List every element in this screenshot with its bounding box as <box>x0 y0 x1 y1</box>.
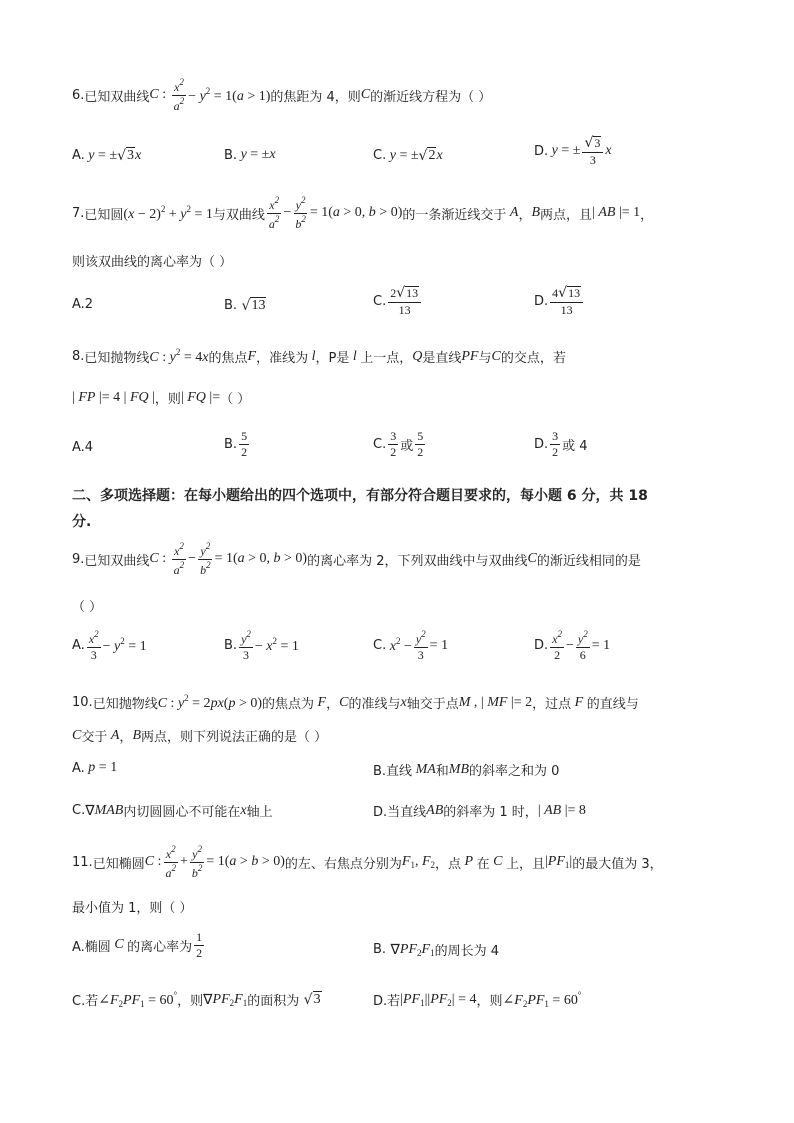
q9-option-c: C. $x^2$ − $\frac{y^2}{3}$ = 1 <box>373 629 449 662</box>
q6-number: 6. <box>72 87 85 103</box>
q8-option-a: A.4 <box>72 440 94 455</box>
q7-option-d: D. $\frac{4√13}{13}$ <box>534 286 585 316</box>
q10-stem: 10. 已知抛物线 C : $y^2 = 2px(p > 0)$ 的焦点为 F ， C 的准线与 x 轴交于点 M , | MF |= 2 ，过点 F 的直线与 <box>72 693 639 712</box>
q9-option-d: D. $\frac{x^2}{2}$ − $\frac{y^2}{6}$ = 1 <box>534 629 611 662</box>
q11-option-b: B. ∇ $PF_2F_1$ 的周长为 4 <box>373 941 499 959</box>
q11-line2: 最小值为 1，则（ ） <box>72 901 193 916</box>
q8-line2: | FP |= 4 | FQ | ，则 | FQ |= （ ） <box>72 389 251 407</box>
q11-option-c: C.若 $\angle F_2PF_1 = 60^\circ$ ，则 ∇ $PF_2F_1$ 的面积为 √ 3 <box>72 990 321 1009</box>
q7-option-b: B. √ 13 <box>224 297 266 314</box>
q6-option-b: B. y = ±x <box>224 147 276 163</box>
q10-line2: C 交于 A ， B 两点，则下列说法正确的是（ ） <box>72 727 328 745</box>
q6-stem-post2: 的渐近线方程为（ ） <box>370 89 492 105</box>
section-2-heading-cont: 分. <box>72 514 92 530</box>
q7-option-a: A.2 <box>72 297 94 312</box>
q8-option-b: B. $\frac{5}{2}$ <box>224 429 248 459</box>
q6-stem-pre: 已知双曲线 <box>84 89 150 105</box>
q11-stem: 11. 已知椭圆 C : $\frac{x^2}{a^2}$ + $\frac{y^2}{b^2}$ = 1(a > b > 0) 的左、右焦点分别为 $F_1$, $F_2$ ，点 P 在 C 上，且 $|PF_1|$ 的最大值为 3， <box>72 844 663 880</box>
q10-option-d: D.当直线 AB 的斜率为 1 时， | AB |= 8 <box>373 802 586 820</box>
q10-number: 10. <box>72 695 93 710</box>
section-2-heading: 二、多项选择题：在每小题给出的四个选项中，有部分符合题目要求的，每小题 6 分，共 18 <box>72 488 648 504</box>
q7-line2: 则该双曲线的离心率为（ ） <box>72 255 233 270</box>
q9-line2: （ ） <box>72 600 103 615</box>
q10-option-a: A. p = 1 <box>72 760 118 776</box>
q6-stem-post: 的焦距为 4，则 <box>270 89 361 105</box>
q9-option-b: B. $\frac{y^2}{3}$ − $x^2 = 1$ <box>224 629 299 662</box>
q6-option-a: A. y = ± √ 3 x <box>72 147 142 164</box>
q6-stem: 6. 已知双曲线 C : $\frac{x^2}{a^2}$ − $y^2 = 1(a > 1)$ 的焦距为 4，则 C 的渐近线方程为（ ） <box>72 77 492 113</box>
q6-frac: $\frac{x^2}{a^2}$ <box>173 77 185 113</box>
q7-number: 7. <box>72 205 85 221</box>
q8-option-c: C. $\frac{3}{2}$ 或 $\frac{5}{2}$ <box>373 429 424 459</box>
q10-option-b: B.直线 MA 和 MB 的斜率之和为 0 <box>373 761 560 779</box>
q9-option-a: A. $\frac{x^2}{3}$ − $y^2 = 1$ <box>72 629 147 662</box>
q6-option-c: C. y = ± √ 2 x <box>373 147 443 164</box>
q8-stem: 8. 已知抛物线 C : $y^2 = 4x$ 的焦点 F ，准线为 l ，P是 l 上一点， Q 是直线 PF 与 C 的交点，若 <box>72 347 566 366</box>
q7-option-c: C. $\frac{2√13}{13}$ <box>373 286 423 316</box>
q11-number: 11. <box>72 854 93 870</box>
q8-number: 8. <box>72 349 85 364</box>
q10-option-c: C. ∇ MAB 内切圆圆心不可能在 x 轴上 <box>72 802 273 820</box>
q7-stem: 7. 已知圆 $(x - 2)^2 + y^2 = 1$ 与双曲线 $\frac{x^2}{a^2}$ − $\frac{y^2}{b^2}$ = 1(a > 0, b > 0) 的一条渐近线交于 A ， B 两点，且 | AB |= 1 ， <box>72 195 654 231</box>
q6-option-d: D. y = ± $\frac{√3}{3}$ x <box>534 135 612 167</box>
q9-number: 9. <box>72 551 85 567</box>
q11-option-a: A.椭圆 C 的离心率为 $\frac{1}{2}$ <box>72 930 203 960</box>
q8-option-d: D. $\frac{3}{2}$ 或 4 <box>534 429 588 459</box>
q11-option-d: D.若 $|PF_1||PF_2| = 4$ ，则 $\angle F_2PF_1 = 60^\circ$ <box>373 990 582 1009</box>
q9-stem: 9. 已知双曲线 C : $\frac{x^2}{a^2}$ − $\frac{y^2}{b^2}$ = 1(a > 0, b > 0) 的离心率为 2，下列双曲线中与双曲线 C 的渐近线相同的是 <box>72 541 641 577</box>
